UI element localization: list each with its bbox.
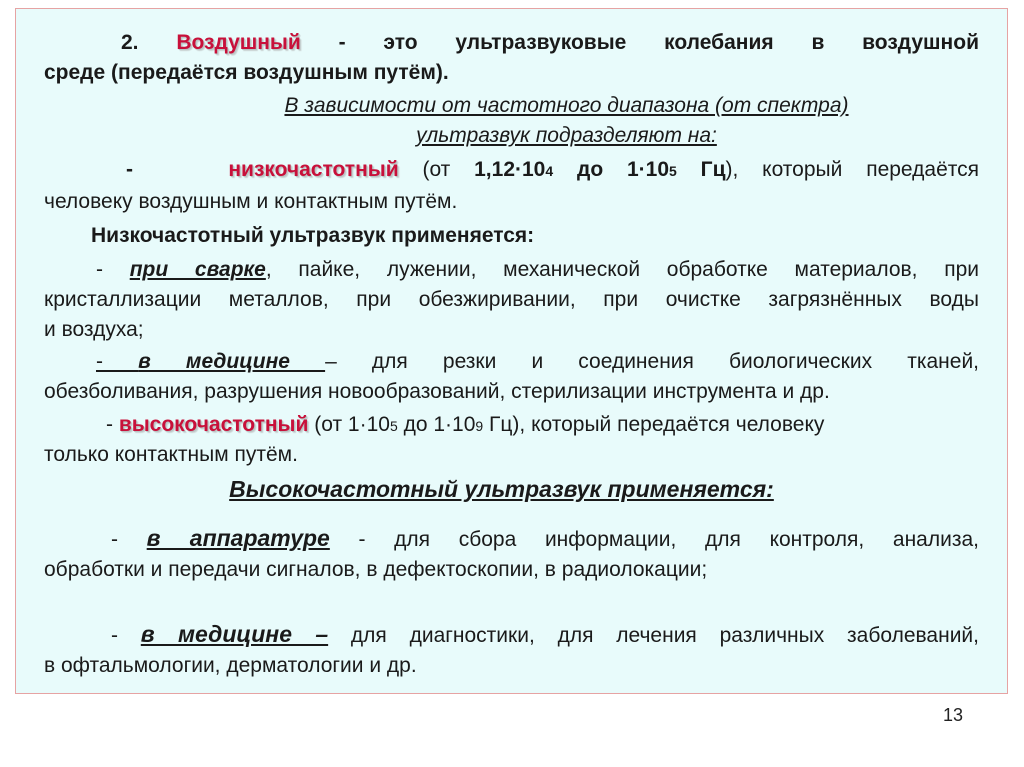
- text-fragment: ), который передаётся: [725, 158, 980, 181]
- high-frequency-line2: только контактным путём.: [44, 443, 298, 466]
- item-number: 2.: [121, 31, 177, 54]
- term-high-frequency: высокочастотный: [118, 413, 309, 436]
- heading-high-frequency-uses: Высокочастотный ультразвук применяется:: [229, 476, 774, 502]
- air-definition: - это ультразвуковые колебания в воздушной: [300, 31, 979, 54]
- high-use-medicine-line1: [111, 619, 979, 651]
- low-use-medicine-line2: обезболивания, разрушения новообразований, стерилизации инструмента и др.: [44, 380, 830, 403]
- bullet-dash: -: [96, 258, 130, 281]
- high-use-medicine-line2: в офтальмологии, дерматологии и др.: [44, 654, 417, 677]
- use-apparatus: в аппаратуре: [146, 525, 330, 551]
- low-use-welding-line2: кристаллизации металлов, при обезжиривании, при очистке загрязнённых воды: [44, 288, 979, 311]
- text-fragment: для диагностики, для лечения различных заболеваний,: [328, 624, 979, 647]
- low-frequency-line2: человеку воздушным и контактным путём.: [44, 190, 458, 213]
- text-fragment: до 1·10: [397, 413, 476, 436]
- term-air: Воздушный: [176, 31, 301, 54]
- low-freq-min-exp: 4: [545, 163, 554, 179]
- bullet-dash: -: [96, 350, 139, 373]
- high-use-apparatus-line1: [111, 523, 979, 555]
- high-frequency-line1: [106, 410, 979, 441]
- text-fragment: (от: [398, 158, 475, 181]
- use-medicine-high: в медицине –: [140, 621, 329, 647]
- low-use-welding-line3: и воздуха;: [44, 318, 144, 341]
- text-fragment: - для сбора информации, для контроля, анализа,: [329, 528, 979, 551]
- high-use-apparatus-line2: обработки и передачи сигналов, в дефектоскопии, в радиолокации;: [44, 558, 708, 581]
- bullet-dash: -: [126, 158, 133, 181]
- text-fragment: (от 1·10: [308, 413, 390, 436]
- text-fragment: до: [553, 158, 627, 181]
- page-number: 13: [943, 705, 964, 725]
- text-fragment: , пайке, лужении, механической обработке материалов, при: [265, 258, 980, 281]
- low-freq-max: 1·10: [627, 158, 670, 181]
- paragraph-air-type-line2: среде (передаётся воздушным путём).: [44, 61, 449, 84]
- low-use-welding-line1: [96, 255, 979, 285]
- heading-low-frequency-uses: Низкочастотный ультразвук применяется:: [91, 224, 535, 247]
- bullet-dash: -: [111, 624, 141, 647]
- bullet-dash: -: [106, 413, 119, 436]
- paragraph-air-type-line1: [121, 28, 979, 58]
- slide-content-box: [15, 8, 1008, 694]
- high-freq-max-exp: 9: [475, 418, 484, 434]
- term-low-frequency: низкочастотный: [228, 158, 399, 181]
- unit-hz: Гц: [676, 158, 726, 181]
- text-fragment: – для резки и соединения биологических тканей,: [325, 350, 980, 373]
- use-medicine-low: в медицине: [138, 350, 326, 373]
- low-use-medicine-line1: [96, 347, 979, 377]
- high-freq-min-exp: 5: [389, 418, 398, 434]
- low-frequency-line1: [126, 155, 979, 186]
- classification-intro-line1: В зависимости от частотного диапазона (от спектра): [284, 94, 849, 117]
- low-freq-max-exp: 5: [669, 163, 677, 179]
- use-welding: при сварке: [129, 258, 266, 281]
- text-fragment: Гц), который передаётся человеку: [483, 413, 825, 436]
- classification-intro-line2: ультразвук подразделяют на:: [416, 124, 717, 147]
- bullet-dash: -: [111, 528, 147, 551]
- low-freq-min: 1,12·10: [474, 158, 546, 181]
